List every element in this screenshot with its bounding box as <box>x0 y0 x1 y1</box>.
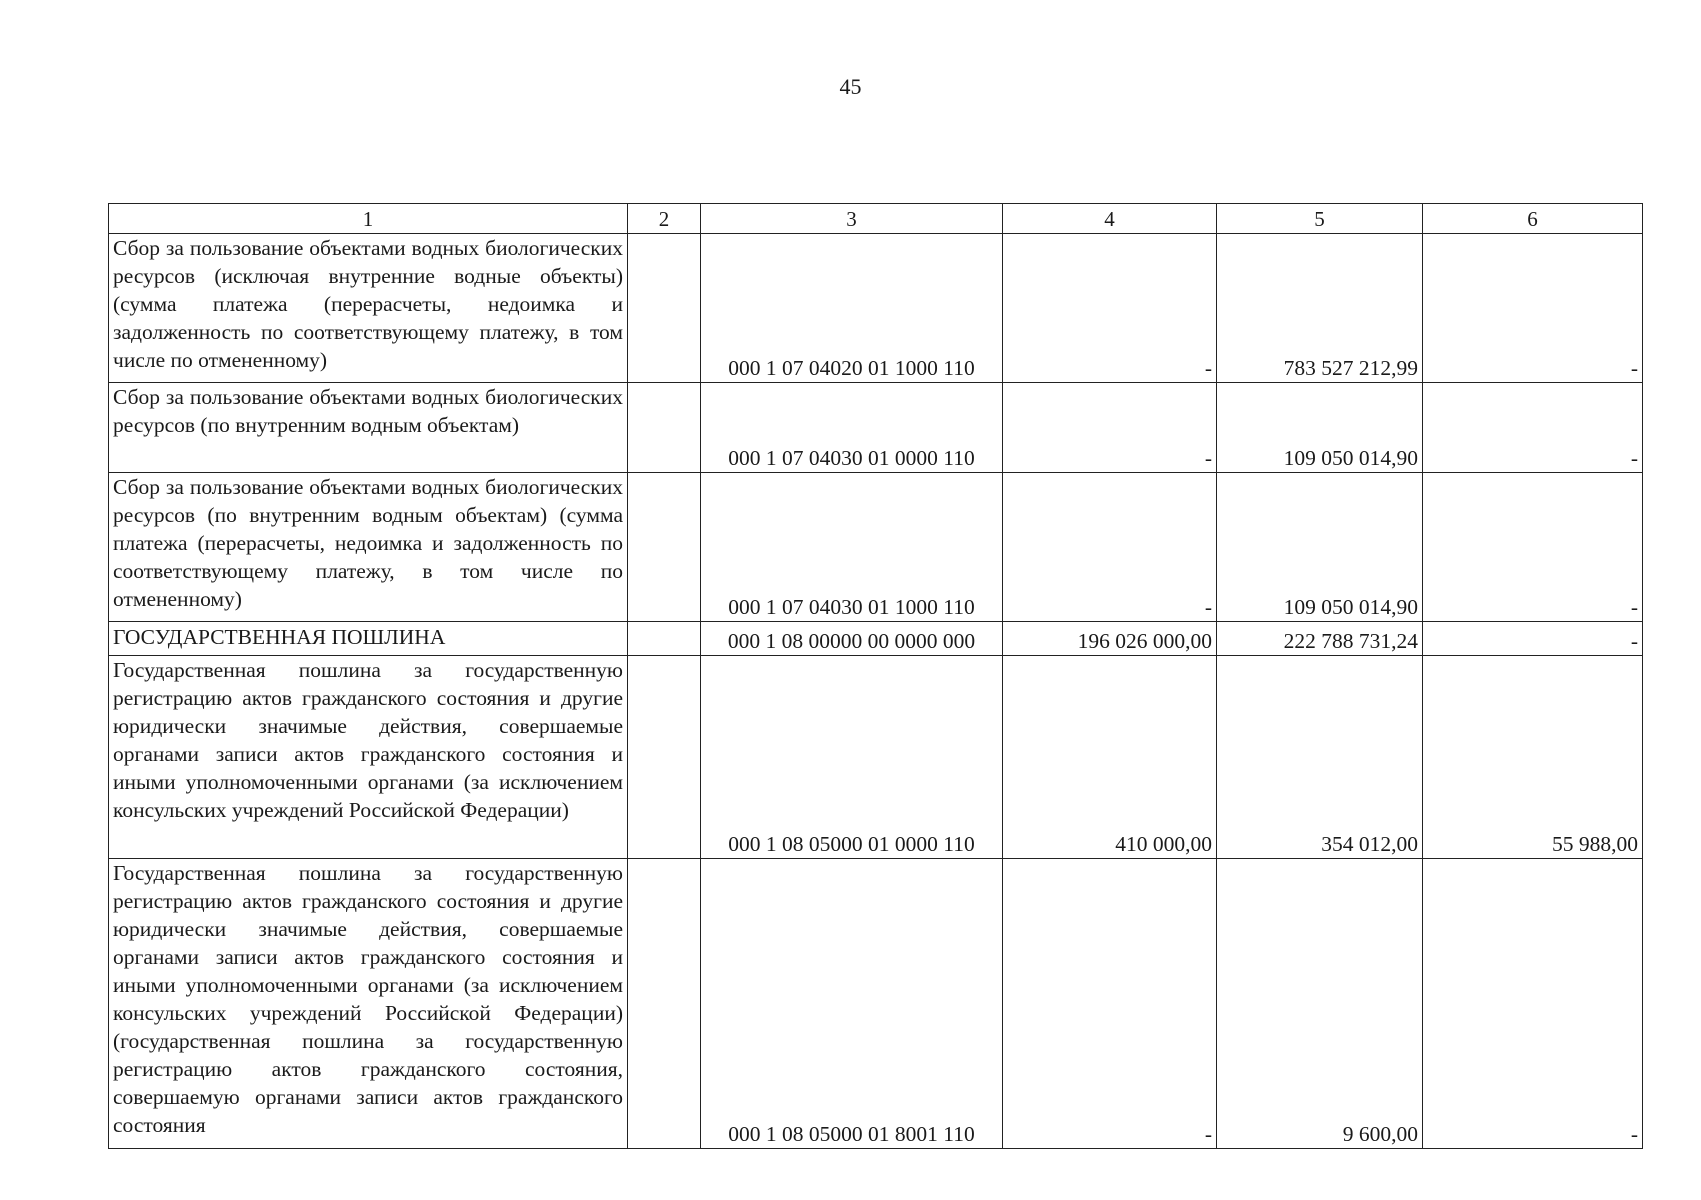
row-col5: 222 788 731,24 <box>1217 622 1423 656</box>
column-header: 5 <box>1217 204 1423 234</box>
page-number: 45 <box>839 74 862 99</box>
row-col2 <box>628 656 701 859</box>
table-row <box>109 234 1643 383</box>
row-col6: - <box>1423 383 1643 473</box>
column-header: 1 <box>109 204 628 234</box>
column-header: 3 <box>701 204 1003 234</box>
row-description: Сбор за пользование объектами водных биологических ресурсов (исключая внутренние водные объекты) (сумма платежа (перерасчеты, недоимка и задолженность по соответствующему платежу, в том числе по отмененному) <box>109 234 628 383</box>
row-col2 <box>628 622 701 656</box>
table-row <box>109 473 1643 622</box>
row-col5: 783 527 212,99 <box>1217 234 1423 383</box>
row-col4: - <box>1003 859 1217 1149</box>
row-col2 <box>628 383 701 473</box>
row-col4: - <box>1003 383 1217 473</box>
column-header: 4 <box>1003 204 1217 234</box>
row-col4: - <box>1003 473 1217 622</box>
row-col2 <box>628 234 701 383</box>
revenue-table <box>108 203 1643 1149</box>
row-col6: - <box>1423 473 1643 622</box>
row-code: 000 1 07 04030 01 1000 110 <box>701 473 1003 622</box>
row-code: 000 1 07 04020 01 1000 110 <box>701 234 1003 383</box>
row-col5: 109 050 014,90 <box>1217 383 1423 473</box>
row-col4: - <box>1003 234 1217 383</box>
column-header: 6 <box>1423 204 1643 234</box>
row-col6: 55 988,00 <box>1423 656 1643 859</box>
row-description: ГОСУДАРСТВЕННАЯ ПОШЛИНА <box>109 622 628 656</box>
row-code: 000 1 08 00000 00 0000 000 <box>701 622 1003 656</box>
row-col2 <box>628 859 701 1149</box>
row-code: 000 1 08 05000 01 0000 110 <box>701 656 1003 859</box>
table-header-row <box>109 204 1643 234</box>
row-code: 000 1 07 04030 01 0000 110 <box>701 383 1003 473</box>
table-row <box>109 656 1643 859</box>
table-row <box>109 859 1643 1149</box>
table-row <box>109 622 1643 656</box>
table-row <box>109 383 1643 473</box>
row-col4: 196 026 000,00 <box>1003 622 1217 656</box>
row-col5: 109 050 014,90 <box>1217 473 1423 622</box>
column-header: 2 <box>628 204 701 234</box>
row-description: Сбор за пользование объектами водных биологических ресурсов (по внутренним водным объектам) (сумма платежа (перерасчеты, недоимка и задолженность по соответствующему платежу, в том числе по отмененному) <box>109 473 628 622</box>
row-description: Государственная пошлина за государственную регистрацию актов гражданского состояния и другие юридически значимые действия, совершаемые органами записи актов гражданского состояния и иными уполномоченными органами (за исключением консульских учреждений Российской Федерации) <box>109 656 628 859</box>
row-col5: 9 600,00 <box>1217 859 1423 1149</box>
row-description: Государственная пошлина за государственную регистрацию актов гражданского состояния и другие юридически значимые действия, совершаемые органами записи актов гражданского состояния и иными уполномоченными органами (за исключением консульских учреждений Российской Федерации) (государственная пошлина за государственную регистрацию актов гражданского состояния, совершаемую органами записи актов гражданского состояния <box>109 859 628 1149</box>
row-col5: 354 012,00 <box>1217 656 1423 859</box>
row-col2 <box>628 473 701 622</box>
row-description: Сбор за пользование объектами водных биологических ресурсов (по внутренним водным объектам) <box>109 383 628 473</box>
row-col4: 410 000,00 <box>1003 656 1217 859</box>
row-col6: - <box>1423 859 1643 1149</box>
row-col6: - <box>1423 622 1643 656</box>
row-col6: - <box>1423 234 1643 383</box>
row-code: 000 1 08 05000 01 8001 110 <box>701 859 1003 1149</box>
